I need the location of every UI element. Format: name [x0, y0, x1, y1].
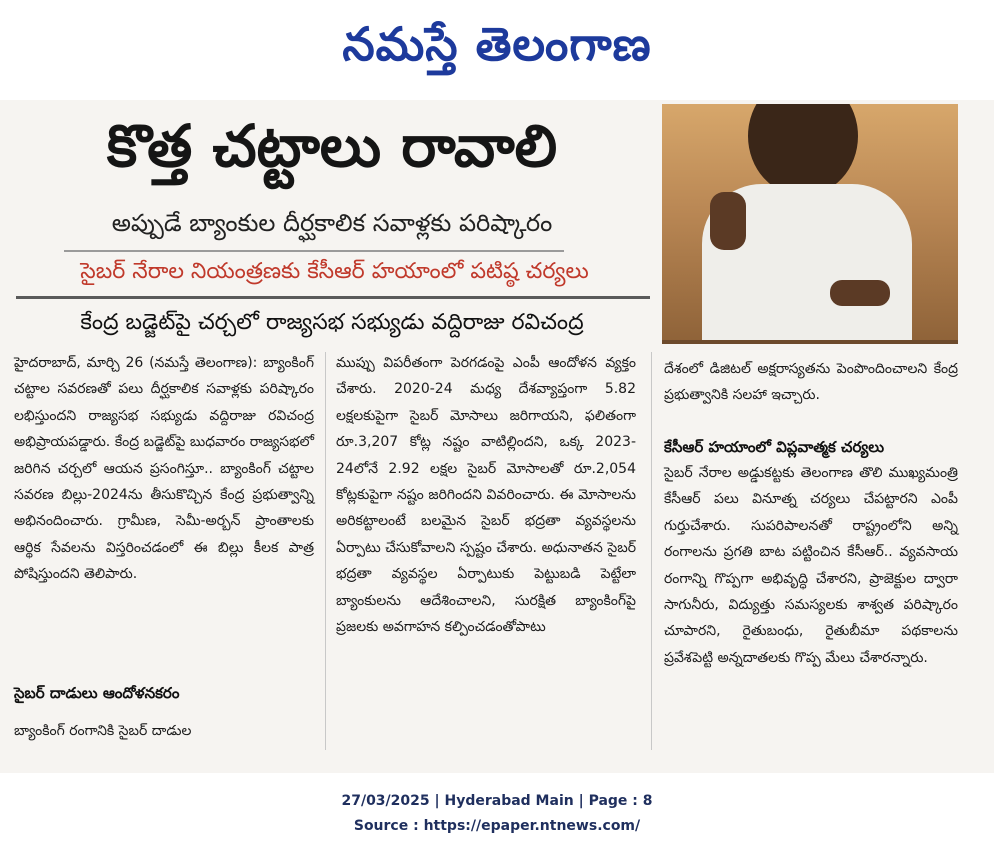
speaker-photo [662, 104, 958, 344]
masthead [0, 0, 994, 100]
subheading-cyber-attacks: సైబర్ దాడులు ఆందోళనకరం [14, 684, 180, 702]
body-paragraph: దేశంలో డిజిటల్ అక్షరాస్యతను పెంపొందించాలని కేంద్ర ప్రభుత్వానికి సలహా ఇచ్చారు. [664, 361, 958, 404]
footer-source: Source : https://epaper.ntnews.com/ [353, 818, 641, 834]
article-column-2 [336, 350, 636, 640]
newspaper-logo: నమస్తే తెలంగాణ [342, 17, 652, 71]
article-column-3 [664, 356, 958, 409]
photo-desk-shape [662, 340, 958, 344]
body-paragraph: బ్యాంకింగ్ రంగానికి సైబర్ దాడుల [14, 723, 192, 739]
article-column-1 [14, 350, 314, 588]
photo-hand-shape [710, 192, 746, 250]
subheading-kcr: కేసీఆర్ హయాంలో విప్లవాత్మక చర్యలు [664, 438, 885, 456]
column-rule [651, 352, 652, 750]
article-column-3-continued [664, 460, 958, 671]
body-paragraph: ముప్పు విపరీతంగా పెరగడంపై ఎంపీ ఆందోళన వ్యక్తం చేశారు. 2020-24 మధ్య దేశవ్యాప్తంగా 5.82 లక్షలకుపైగా సైబర్ మోసాలు జరిగాయని, ఫలితంగా రూ.3,207 కోట్ల నష్టం వాటిల్లిందని, ఒక్క 2023-24లోనే 2.92 లక్షల సైబర్ మోసాలతో రూ.2,054 కోట్లకుపైగా నష్టం జరిగిందని వివరించారు. ఈ మోసాలను అరికట్టాలంటే బలమైన సైబర్ భద్రతా వ్యవస్థలను ఏర్పాటు చేసుకోవాలని స్పష్టం చేశారు. అధునాతన సైబర్ భద్రతా వ్యవస్థల ఏర్పాటుకు పెట్టుబడి పెట్టేలా బ్యాంకులను ఆదేశించాలని, సురక్షిత బ్యాంకింగ్‌పై ప్రజలకు అవగాహన కల్పించడంతోపాటు [336, 355, 636, 636]
article-deck-3: కేంద్ర బడ్జెట్‌పై చర్చలో రాజ్యసభ సభ్యుడు వద్దిరాజు రవిచంద్ర [80, 310, 584, 335]
photo-hand-shape [830, 280, 890, 306]
article-deck-1: అప్పుడే బ్యాంకుల దీర్ఘకాలిక సవాళ్లకు పరిష్కారం [111, 209, 553, 237]
divider [16, 296, 650, 299]
body-paragraph: హైదరాబాద్, మార్చి 26 (నమస్తే తెలంగాణ): బ్యాంకింగ్ చట్టాల సవరణతో పలు దీర్ఘకాలిక సవాళ్లకు పరిష్కారం లభిస్తుందని రాజ్యసభ సభ్యుడు వద్దిరాజు రవిచంద్ర అభిప్రాయపడ్డారు. కేంద్ర బడ్జెట్‌పై బుధవారం రాజ్యసభలో జరిగిన చర్చలో ఆయన ప్రసంగిస్తూ.. బ్యాంకింగ్ చట్టాల సవరణ బిల్లు-2024ను తీసుకొచ్చిన కేంద్ర ప్రభుత్వాన్ని అభినందించారు. గ్రామీణ, సెమీ-అర్బన్ ప్రాంతాలకు ఆర్థిక సేవలను విస్తరించడంలో ఈ బిల్లు కీలక పాత్ర పోషిస్తుందని తెలిపారు. [14, 355, 314, 583]
article-headline: కొత్త చట్టాలు రావాలి [106, 111, 558, 180]
column-rule [325, 352, 326, 750]
body-paragraph: సైబర్ నేరాల అడ్డుకట్టకు తెలంగాణ తొలి ముఖ్యమంత్రి కేసీఆర్ పలు వినూత్న చర్యలు చేపట్టారని ఎంపీ గుర్తుచేశారు. సుపరిపాలనతో రాష్ట్రంలోని అన్ని రంగాలను ప్రగతి బాట పట్టించిన కేసీఆర్.. వ్యవసాయ రంగాన్ని గొప్పగా అభివృద్ధి చేశారని, ప్రాజెక్టుల ద్వారా సాగునీరు, విద్యుత్తు సమస్యలకు శాశ్వత పరిష్కారం చూపారని, రైతుబంధు, రైతుబీమా పథకాలను ప్రవేశపెట్టి అన్నదాతలకు గొప్ప మేలు చేశారన్నారు. [664, 465, 958, 666]
article-deck-2: సైబర్ నేరాల నియంత్రణకు కేసీఆర్ హయాంలో పటిష్ఠ చర్యలు [80, 259, 589, 284]
footer-date-edition: 27/03/2025 | Hyderabad Main | Page : 8 [341, 793, 653, 809]
photo-head-shape [748, 104, 858, 196]
